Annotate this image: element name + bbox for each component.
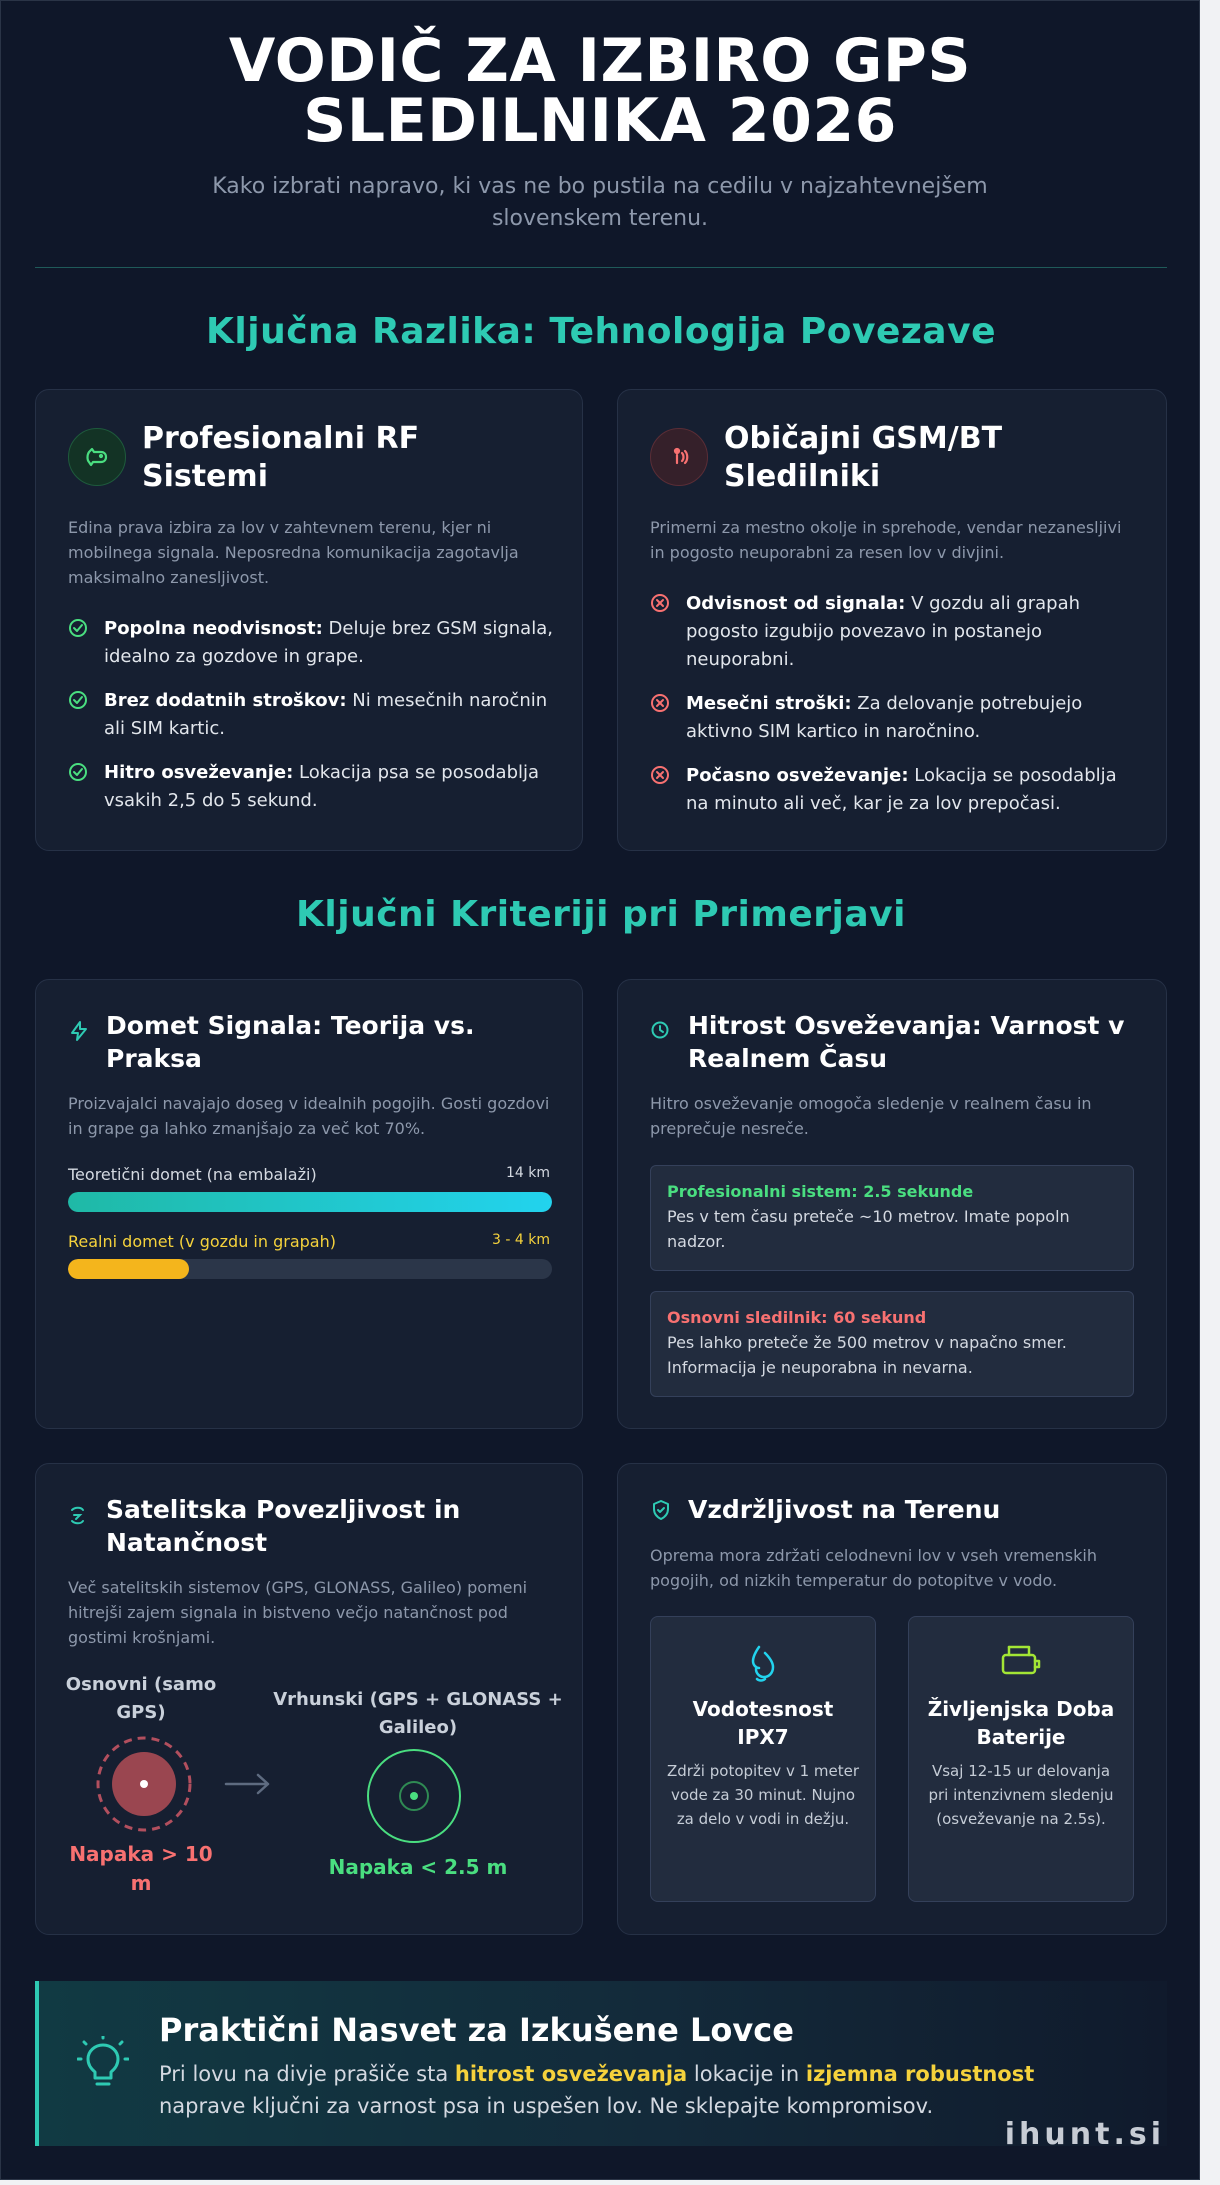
refresh-box-basic (650, 1291, 1134, 1397)
tip-highlight: izjemna robustnost (805, 2062, 1035, 2086)
satellite-card (35, 1463, 583, 1935)
signal-person-icon (650, 428, 708, 486)
satellite-signal-icon (68, 1494, 106, 1530)
bar-track-real (68, 1259, 552, 1279)
refresh-box-text: Pes lahko preteče že 500 metrov v napačno smer. Informacija je neuporabna in nevarna. (667, 1333, 1067, 1377)
tip-body (159, 2059, 1119, 2122)
gsm-feature-text: V gozdu ali grapah pogosto izgubijo povezavo in postanejo neuporabni. (686, 593, 1081, 670)
gsm-feature-bold: Mesečni stroški: (686, 693, 852, 714)
divider (35, 267, 1167, 268)
check-circle-icon (68, 687, 104, 743)
rf-feature-text: Deluje brez GSM signala, idealno za gozdove in grape. (104, 618, 553, 667)
lightbulb-icon (77, 2036, 129, 2096)
refresh-header (650, 1010, 1140, 1075)
satellite-header (68, 1494, 558, 1559)
durability-card (617, 1463, 1167, 1935)
refresh-box-title: Profesionalni sistem: 2.5 sekunde (667, 1182, 974, 1201)
bar-label-real: Realni domet (v gozdu in grapah) (68, 1232, 336, 1251)
section-title-technology: Ključna Razlika: Tehnologija Povezave (206, 311, 996, 352)
gsm-feature (650, 690, 1140, 746)
rf-feature (68, 687, 558, 743)
shield-check-icon (650, 1494, 688, 1525)
durability-header (650, 1494, 1140, 1527)
rf-feature-bold: Hitro osveževanje: (104, 762, 294, 783)
gsm-card-title: Običajni GSM/BT Sledilniki (724, 421, 1003, 494)
rf-card-description: Edina prava izbira za lov v zahtevnem terenu, kjer ni mobilnega signala. Neposredna komunikacija zagotavlja maksimalno zanesljivost. (68, 518, 519, 587)
rf-systems-card (35, 389, 583, 851)
gsm-feature (650, 590, 1140, 674)
refresh-title: Hitrost Osveževanja: Varnost v Realnem Času (688, 1011, 1125, 1073)
x-circle-icon (650, 590, 686, 674)
lightning-icon (68, 1010, 106, 1046)
battery-text: Vsaj 12-15 ur delovanja pri intenzivnem sledenju (osveževanje na 2.5s). (928, 1762, 1114, 1828)
page-subtitle: Kako izbrati napravo, ki vas ne bo pustila na cedilu v najzahtevnejšem slovenskem terenu. (212, 174, 988, 231)
clock-icon (650, 1010, 688, 1044)
check-circle-icon (68, 759, 104, 815)
refresh-box-professional (650, 1165, 1134, 1271)
refresh-box-text: Pes v tem času preteče ~10 metrov. Imate popoln nadzor. (667, 1207, 1070, 1251)
gsm-card-description: Primerni za mestno okolje in sprehode, vendar nezanesljivi in pogosto neuporabni za resen lov v divjini. (650, 518, 1122, 562)
check-circle-icon (68, 615, 104, 671)
gsm-feature-bold: Odvisnost od signala: (686, 593, 906, 614)
x-circle-icon (650, 690, 686, 746)
rf-feature-bold: Popolna neodvisnost: (104, 618, 323, 639)
bar-value-theoretical: 14 km (505, 1165, 550, 1181)
basic-gps-label: Osnovni (samo GPS) (65, 1674, 217, 1723)
tip-highlight: hitrost osveževanja (454, 2062, 688, 2086)
satellite-description: Več satelitskih sistemov (GPS, GLONASS, Galileo) pomeni hitrejši zajem signala in bistveno večjo natančnost pod gostimi krošnjami. (68, 1578, 528, 1647)
range-description: Proizvajalci navajajo doseg v idealnih pogojih. Gosti gozdovi in grape ga lahko zmanjšajo za več kot 70%. (68, 1094, 550, 1138)
range-title: Domet Signala: Teorija vs. Praksa (106, 1011, 475, 1073)
header (1, 1, 1199, 235)
bar-label-theoretical: Teoretični domet (na embalaži) (68, 1165, 317, 1184)
rf-feature-text: Ni mesečnih naročnin ali SIM kartic. (104, 690, 548, 739)
rf-feature-bold: Brez dodatnih stroškov: (104, 690, 347, 711)
rf-feature (68, 615, 558, 671)
tip-title: Praktični Nasvet za Izkušene Lovce (159, 2011, 794, 2049)
dog-icon (68, 428, 126, 486)
durability-description: Oprema mora zdržati celodnevni lov v vseh vremenskih pogojih, od nizkih temperatur do potopitve v vodo. (650, 1546, 1097, 1590)
tip-text: Pri lovu na divje prašiče sta (159, 2062, 455, 2086)
arrow-right-icon (222, 1770, 274, 1798)
basic-gps-error: Napaka > 10 m (69, 1842, 213, 1895)
satellite-title: Satelitska Povezljivost in Natančnost (106, 1495, 461, 1557)
rf-feature (68, 759, 558, 815)
page-title: VODIČ ZA IZBIRO GPS SLEDILNIKA 2026 (228, 26, 972, 156)
bar-fill-theoretical (68, 1192, 552, 1212)
premium-gnss-label: Vrhunski (GPS + GLONASS + Galileo) (273, 1689, 563, 1738)
bar-value-real: 3 - 4 km (492, 1232, 550, 1248)
battery-box (908, 1616, 1134, 1902)
tip-text: lokacije in (687, 2062, 806, 2086)
waterproof-title: Vodotesnost IPX7 (692, 1697, 834, 1749)
signal-range-card (35, 979, 583, 1429)
refresh-box-title: Osnovni sledilnik: 60 sekund (667, 1308, 927, 1327)
premium-gnss-error: Napaka < 2.5 m (328, 1855, 508, 1879)
basic-accuracy-target (94, 1734, 194, 1834)
gsm-feature-text: Za delovanje potrebujejo aktivno SIM kartico in naročnino. (686, 693, 1083, 742)
water-drop-icon (665, 1643, 861, 1683)
gsm-feature-bold: Počasno osveževanje: (686, 765, 909, 786)
battery-title: Življenjska Doba Baterije (927, 1697, 1115, 1749)
gsm-trackers-card (617, 389, 1167, 851)
bar-track-theoretical (68, 1192, 552, 1212)
durability-title: Vzdržljivost na Terenu (688, 1495, 1001, 1524)
rf-feature-text: Lokacija psa se posodablja vsakih 2,5 do 5 sekund. (104, 762, 540, 811)
section-title-criteria: Ključni Kriteriji pri Primerjavi (296, 894, 906, 935)
gsm-feature-text: Lokacija se posodablja na minuto ali več, kar je za lov prepočasi. (686, 765, 1117, 814)
range-header (68, 1010, 558, 1075)
refresh-description: Hitro osveževanje omogoča sledenje v realnem času in preprečuje nesreče. (650, 1094, 1092, 1138)
x-circle-icon (650, 762, 686, 818)
practical-tip-banner (35, 1981, 1167, 2146)
waterproof-box (650, 1616, 876, 1902)
battery-icon (923, 1643, 1119, 1683)
brand-watermark: ihunt.si (1004, 2117, 1165, 2152)
tip-text: naprave ključni za varnost psa in uspešen lov. Ne sklepajte kompromisov. (159, 2093, 934, 2118)
bar-fill-real (68, 1259, 189, 1279)
premium-accuracy-target (364, 1746, 464, 1846)
refresh-rate-card (617, 979, 1167, 1429)
waterproof-text: Zdrži potopitev v 1 meter vode za 30 minut. Nujno za delo v vodi in dežju. (666, 1762, 860, 1828)
gsm-feature (650, 762, 1140, 818)
rf-card-title: Profesionalni RF Sistemi (142, 421, 420, 494)
